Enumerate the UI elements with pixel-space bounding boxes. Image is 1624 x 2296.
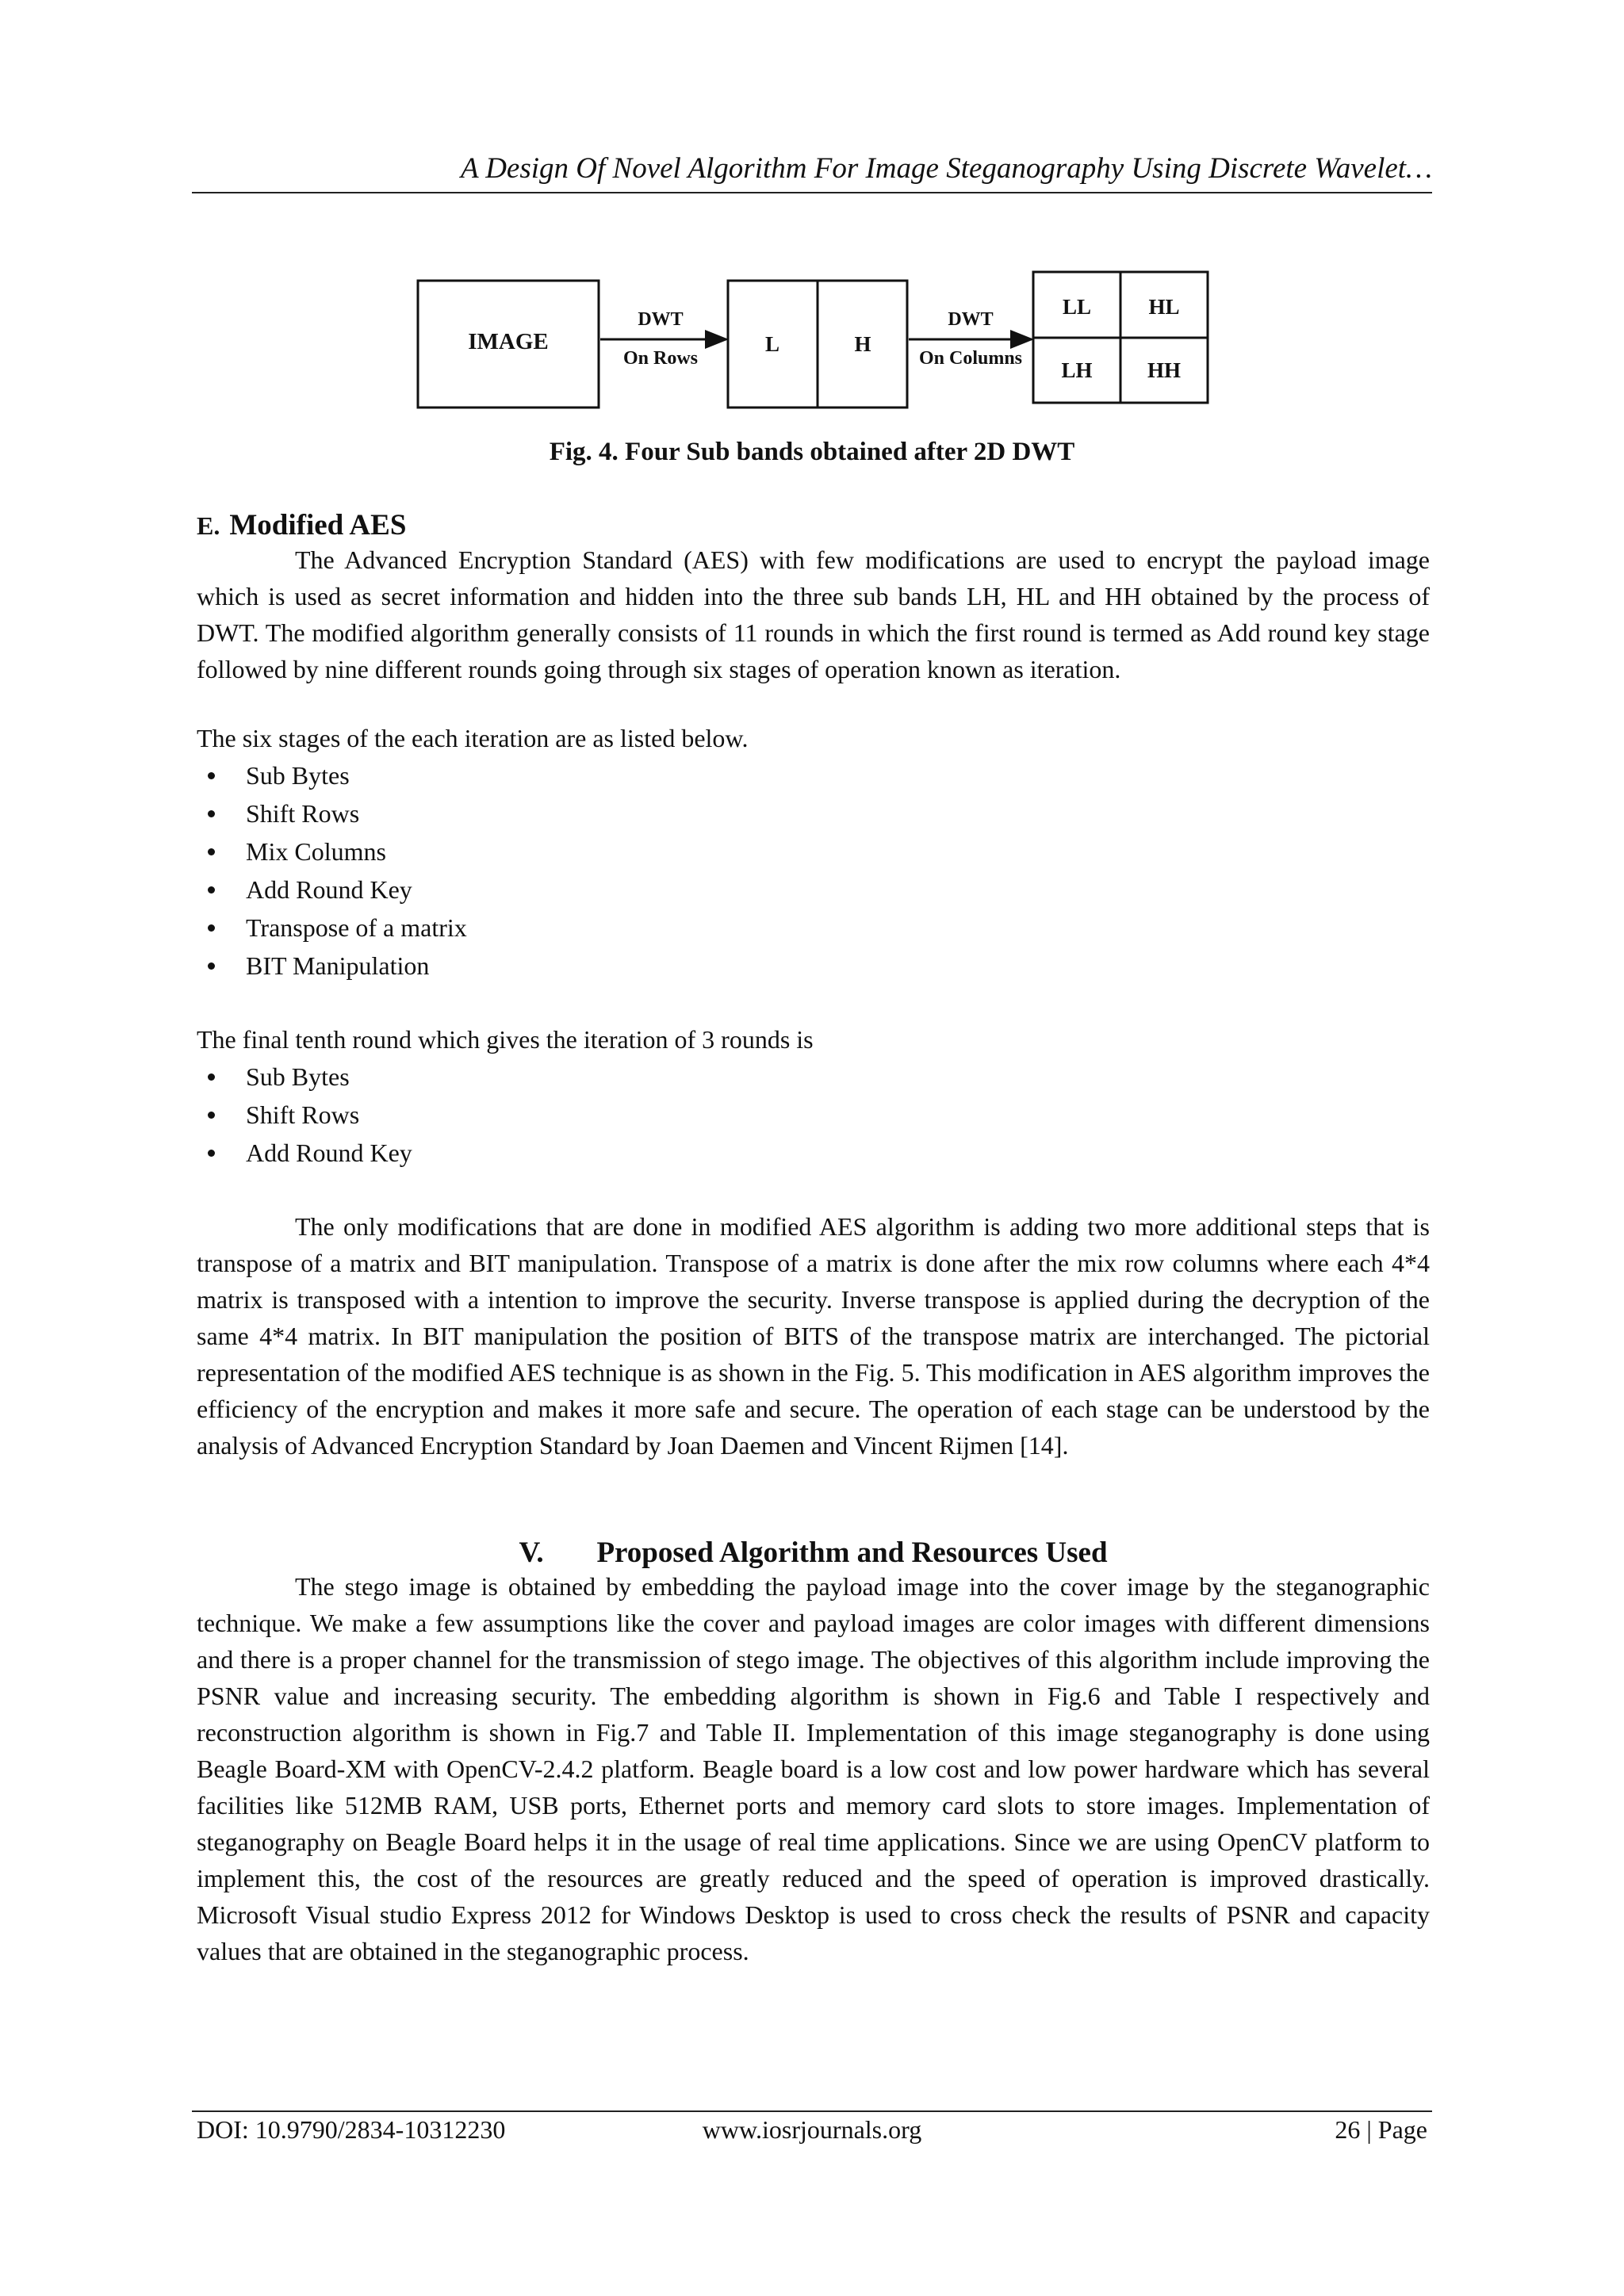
- final-round-block: [197, 1021, 1430, 1172]
- band-l: L: [764, 332, 780, 356]
- list1-lead: The six stages of the each iteration are as listed below.: [197, 724, 749, 752]
- bullet-icon: [208, 924, 215, 932]
- subband-ll: LL: [1062, 295, 1092, 319]
- image-label: IMAGE: [468, 329, 549, 354]
- footer-doi: DOI: 10.9790/2834-10312230: [197, 2115, 506, 2144]
- section-v-para: The stego image is obtained by embedding the payload image into the cover image by the steganographic technique. We make a few assumptions like the cover and payload images are color images with different dimensions and there is a proper channel for the transmission of stego image. The objectives of this algorithm include improving the PSNR value and increasing security. The embedding algorithm is shown in Fig.6 and Table I respectively and reconstruction algorithm is shown in Fig.7 and Table II. Implementation of this image steganography is done using Beagle Board-XM with OpenCV-2.4.2 platform. Beagle board is a low cost and low power hardware which has several facilities like 512MB RAM, USB ports, Ethernet ports and memory card slots to store images. Implementation of steganography on Beagle Board helps it in the usage of real time applications. Since we are using OpenCV platform to implement this, the cost of the resources are greatly reduced and the speed of operation is improved drastically. Microsoft Visual studio Express 2012 for Windows Desktop is used to cross check the results of PSNR and capacity values that are obtained in the steganographic process.: [197, 1572, 1430, 1965]
- bullet-icon: [208, 1112, 215, 1119]
- list-item: Add Round Key: [197, 1134, 1430, 1172]
- arrow1-label-bottom: On Rows: [622, 348, 699, 369]
- bullet-icon: [208, 962, 215, 970]
- bullet-icon: [208, 772, 215, 779]
- dwt-figure: [412, 268, 1213, 419]
- arrow2-label-top: DWT: [948, 309, 994, 330]
- running-header: A Design Of Novel Algorithm For Image Steganography Using Discrete Wavelet…: [461, 152, 1432, 185]
- footer-site: www.iosrjournals.org: [702, 2115, 922, 2144]
- final-round-list: [197, 1058, 1430, 1172]
- subband-lh: LH: [1061, 358, 1093, 382]
- list-item: BIT Manipulation: [197, 947, 1430, 985]
- list2-lead: The final tenth round which gives the iteration of 3 rounds is: [197, 1025, 814, 1054]
- list-item: Transpose of a matrix: [197, 909, 1430, 947]
- section-e-heading: [197, 507, 406, 544]
- stage-list: [197, 756, 1430, 985]
- subband-hl: HL: [1148, 295, 1180, 319]
- arrow2-label-bottom: On Columns: [918, 348, 1023, 369]
- arrow1-label-top: DWT: [638, 309, 684, 330]
- section-e-para2: The only modifications that are done in modified AES algorithm is adding two more additional steps that is transpose of a matrix and BIT manipulation. Transpose of a matrix is done after the mix row columns where each 4*4 matrix is transposed with a intention to improve the security. Inverse transpose is applied during the decryption of the same 4*4 matrix. In BIT manipulation the position of BITS of the transpose matrix are interchanged. The pictorial representation of the modified AES technique is as shown in the Fig. 5. This modification in AES algorithm improves the efficiency of the encryption and makes it more safe and secure. The operation of each stage can be understood by the analysis of Advanced Encryption Standard by Joan Daemen and Vincent Rijmen [14].: [197, 1212, 1430, 1460]
- band-h: H: [854, 332, 871, 356]
- subband-hh: HH: [1147, 358, 1182, 382]
- header-rule: [192, 192, 1432, 193]
- bullet-icon: [208, 886, 215, 894]
- bullet-icon: [208, 810, 215, 817]
- bullet-icon: [208, 848, 215, 855]
- section-v-number: V.: [519, 1536, 544, 1569]
- section-v-body: [197, 1568, 1430, 1969]
- list-item: Mix Columns: [197, 832, 1430, 871]
- list-item: Shift Rows: [197, 1096, 1430, 1134]
- list-item: Sub Bytes: [197, 1058, 1430, 1096]
- list-item: Shift Rows: [197, 794, 1430, 832]
- section-v-heading: [197, 1535, 1430, 1571]
- section-e-letter: E.: [197, 511, 220, 540]
- section-e-intro: The Advanced Encryption Standard (AES) with few modifications are used to encrypt the payload image which is used as secret information and hidden into the three sub bands LH, HL and HH obtained by the process of DWT. The modified algorithm generally consists of 11 rounds in which the first round is termed as Add round key stage followed by nine different rounds going through six stages of operation known as iteration.: [197, 545, 1430, 683]
- bullet-icon: [208, 1150, 215, 1157]
- dwt-diagram: [412, 268, 1213, 419]
- footer-page-number: 26 | Page: [1335, 2115, 1427, 2144]
- section-e-title: Modified AES: [229, 509, 407, 541]
- list-item: Sub Bytes: [197, 756, 1430, 794]
- section-v-title: Proposed Algorithm and Resources Used: [596, 1536, 1108, 1569]
- modification-paragraph-block: [197, 1208, 1430, 1464]
- figure-caption: Fig. 4. Four Sub bands obtained after 2D DWT: [549, 438, 1075, 466]
- list-item: Add Round Key: [197, 871, 1430, 909]
- section-e-body: [197, 541, 1430, 687]
- stage-list-block: [197, 720, 1430, 985]
- bullet-icon: [208, 1073, 215, 1081]
